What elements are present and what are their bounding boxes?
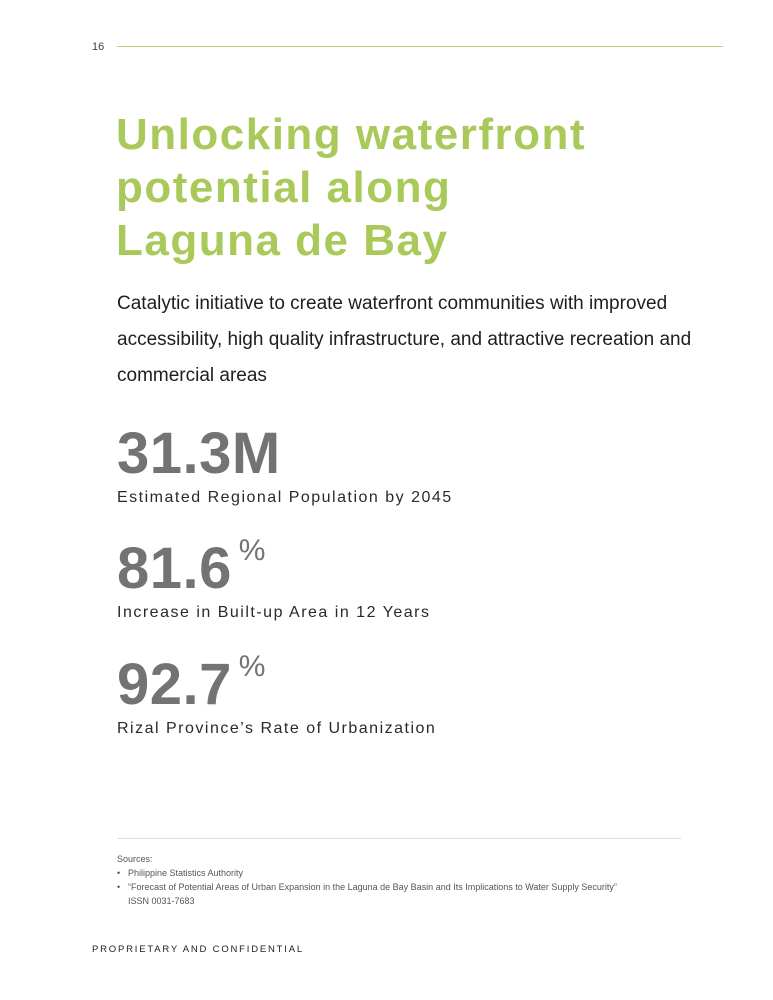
stat-number: 92.7	[117, 652, 232, 717]
stat-number: 81.6	[117, 536, 232, 601]
stat-label: Increase in Built-up Area in 12 Years	[117, 604, 431, 621]
page-title-line-3: Laguna de Bay	[116, 216, 449, 265]
stat-value	[117, 534, 266, 601]
sources-block	[117, 852, 717, 908]
stat-population	[117, 421, 453, 507]
page-number: 16	[92, 41, 105, 53]
page-title-line-2: potential along	[116, 163, 452, 212]
page-title-line-1: Unlocking waterfront	[116, 110, 587, 159]
stat-label: Rizal Province’s Rate of Urbanization	[117, 720, 437, 737]
source-issn: ISSN 0031-7683	[128, 896, 195, 906]
stat-value	[117, 650, 266, 717]
percent-sign: %	[238, 534, 266, 567]
intro-paragraph: Catalytic initiative to create waterfront communities with improved accessibility, high quality infrastructure, and attractive recreation and commercial areas	[117, 293, 692, 386]
stat-label: Estimated Regional Population by 2045	[117, 489, 453, 506]
confidentiality-footer: PROPRIETARY AND CONFIDENTIAL	[92, 944, 304, 955]
top-divider	[117, 46, 723, 47]
stat-urbanization	[117, 650, 437, 738]
sources-divider	[117, 838, 681, 839]
percent-sign: %	[238, 650, 266, 683]
stat-value	[117, 421, 281, 486]
source-item: • “Forecast of Potential Areas of Urban Expansion in the Laguna de Bay Basin and Its Implications to Water Supply Security”	[117, 880, 717, 894]
stat-built-up-area	[117, 534, 431, 622]
page-title	[116, 108, 716, 267]
source-item: • Philippine Statistics Authority	[117, 866, 717, 880]
sources-list	[117, 866, 717, 894]
stat-number: 31.3M	[117, 421, 281, 486]
sources-heading: Sources:	[117, 854, 153, 864]
